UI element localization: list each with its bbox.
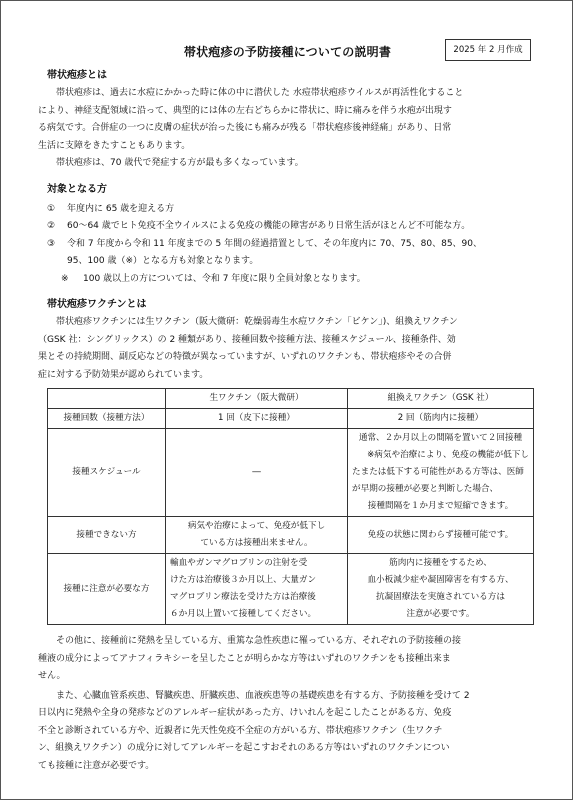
cell-line: が早期の接種が必要と判断した場合、: [352, 484, 499, 494]
cell-line: マグロブリン療法を受けた方は治療後: [170, 592, 316, 602]
text-line: せん。: [38, 671, 66, 681]
text-line: 95、100 歳（※）となる方も対象となります。: [67, 256, 259, 266]
cell-line: 注意が必要です。: [406, 609, 475, 619]
table-cell: 免疫の状態に関わらず接種可能です。: [348, 517, 534, 554]
table-row: [48, 429, 534, 517]
over-100-note: [47, 271, 533, 289]
contraindication-paragraph: [38, 633, 533, 686]
table-cell: 2 回（筋肉内に接種）: [348, 409, 534, 429]
text-line: 種液の成分によってアナフィラキシーを呈したことが明らかな方等はいずれのワクチンをも接種出来ま: [38, 653, 451, 664]
creation-date-box: 2025 年 2 月作成: [445, 39, 531, 61]
text-line: 果とその持続期間、副反応などの特徴が異なっていますが、いずれのワクチンも、帯状疱疹やその合併: [38, 352, 452, 362]
cell-line: 通常、２か月以上の間隔を置いて２回接種: [358, 433, 523, 443]
section-heading-shingles: 帯状疱疹とは: [47, 70, 107, 81]
cell-line: 筋肉内に接種をするため、: [389, 558, 492, 568]
caution-paragraph: [38, 688, 533, 776]
text-line: 帯状疱疹は、過去に水痘にかかった時に体の中に潜伏した 水痘帯状疱疹ウイルスが再活性化すること: [56, 88, 464, 98]
list-item: [47, 201, 533, 219]
text-line: ン、組換えワクチン）の成分に対してアレルギーを起こすおそれのある方等はいずれのワクチンについ: [38, 743, 450, 753]
table-header-cell: 組換えワクチン（GSK 社）: [348, 389, 534, 409]
list-item: [47, 218, 533, 236]
cell-line: 血小板減少症や凝固障害を有する方、: [367, 575, 514, 585]
shingles-description: [38, 85, 533, 155]
cell-line: けた方は治療後３か月以上、大量ガン: [170, 575, 317, 585]
table-cell: ―: [166, 429, 348, 517]
table-row: [48, 517, 534, 554]
vaccine-comparison-table: [47, 388, 534, 625]
text-line: また、心臓血管系疾患、腎臓疾患、肝臓疾患、血液疾患等の基礎疾患を有する方、予防接種を受けて 2: [56, 690, 470, 701]
table-header-row: [48, 389, 534, 409]
cell-line: 病気や治療によって、免疫が低下し: [187, 521, 326, 531]
cell-line: たまたは低下する可能性がある方等は、医師: [352, 467, 524, 477]
text-line: （GSK 社：シングリックス）の 2 種類があり、接種回数や接種方法、接種スケジュール、接種条件、効: [38, 334, 456, 345]
text-line: ても接種に注意が必要です。: [38, 760, 155, 771]
table-row: [48, 409, 534, 429]
table-row: [48, 554, 534, 625]
list-number: ②: [47, 221, 56, 231]
cell-line: ている方は接種出来ません。: [200, 538, 313, 548]
text-line: その他に、接種前に発熱を呈している方、重篤な急性疾患に罹っている方、それぞれの予防接種の接: [56, 636, 462, 646]
note-text: 100 歳以上の方については、令和 7 年度に限り全員対象となります。: [83, 273, 366, 284]
list-text: 60～64 歳でヒト免疫不全ウイルスによる免疫の機能の障害があり日常生活がほとんど不可能な方。: [67, 221, 471, 231]
section-heading-eligible: 対象となる方: [47, 183, 107, 195]
text-line: 令和 7 年度から令和 11 年度までの 5 年間の経過措置として、その年度内に 70、75、80、85、90、: [67, 238, 483, 249]
document-title: 帯状疱疹の予防接種についての説明書: [183, 45, 392, 59]
text-line: 日以内に発熱や全身の発疹などのアレルギー症状があった方、けいれんを起こしたことがある方、免疫: [38, 708, 452, 718]
document-body: [38, 69, 533, 775]
cell-line: 抗凝固療法を実施されている方は: [376, 592, 505, 602]
list-text: 年度内に 65 歳を迎える方: [67, 203, 175, 214]
cell-line: 輸血やガンマグロブリンの注射を受: [170, 558, 308, 568]
vaccine-description: [38, 314, 533, 384]
table-header-cell: 生ワクチン（阪大微研）: [166, 389, 348, 409]
table-cell: [166, 517, 348, 554]
text-line: により、神経支配領域に沿って、典型的には体の左右どちらかに帯状に、時に痛みを伴う水疱が出現す: [38, 105, 452, 116]
row-label: 接種回数（接種方法）: [48, 409, 166, 429]
list-item: [47, 236, 533, 271]
cell-line: ※病気や治療により、免疫の機能が低下し: [367, 450, 529, 460]
table-cell: 1 回（皮下に接種）: [166, 409, 348, 429]
section-heading-vaccine: 帯状疱疹ワクチンとは: [47, 299, 147, 310]
row-label: 接種スケジュール: [48, 429, 166, 517]
table-cell: [348, 429, 534, 517]
list-text: [67, 236, 533, 271]
table-cell: [166, 554, 348, 625]
cell-line: 接種間隔を１か月まで短縮できます。: [367, 501, 514, 511]
shingles-age-note: 帯状疱疹は、70 歳代で発症する方が最も多くなっています。: [56, 158, 304, 168]
table-cell: [348, 554, 534, 625]
text-line: 症に対する予防効果が認められています。: [38, 369, 209, 380]
eligible-list: [47, 201, 533, 271]
list-number: ③: [47, 238, 56, 249]
text-line: 帯状疱疹ワクチンには生ワクチン（阪大微研：乾燥弱毒生水痘ワクチン「ビケン」)、組換えワクチン: [56, 317, 458, 327]
text-line: 不全と診断されている方や、近親者に先天性免疫不全症の方がいる方、帯状疱疹ワクチン（生ワクチ: [38, 725, 443, 736]
note-mark: ※: [61, 273, 69, 284]
table-header-cell: [48, 389, 166, 409]
cell-line: ６か月以上置いて接種してください。: [170, 609, 317, 619]
text-line: 生活に支障をきたすこともあります。: [38, 140, 191, 151]
row-label: 接種に注意が必要な方: [48, 554, 166, 625]
row-label: 接種できない方: [48, 517, 166, 554]
list-number: ①: [47, 203, 56, 214]
text-line: る病気です。合併症の一つに皮膚の症状が治った後にも痛みが残る「帯状疱疹後神経痛」があり、日常: [38, 123, 452, 133]
